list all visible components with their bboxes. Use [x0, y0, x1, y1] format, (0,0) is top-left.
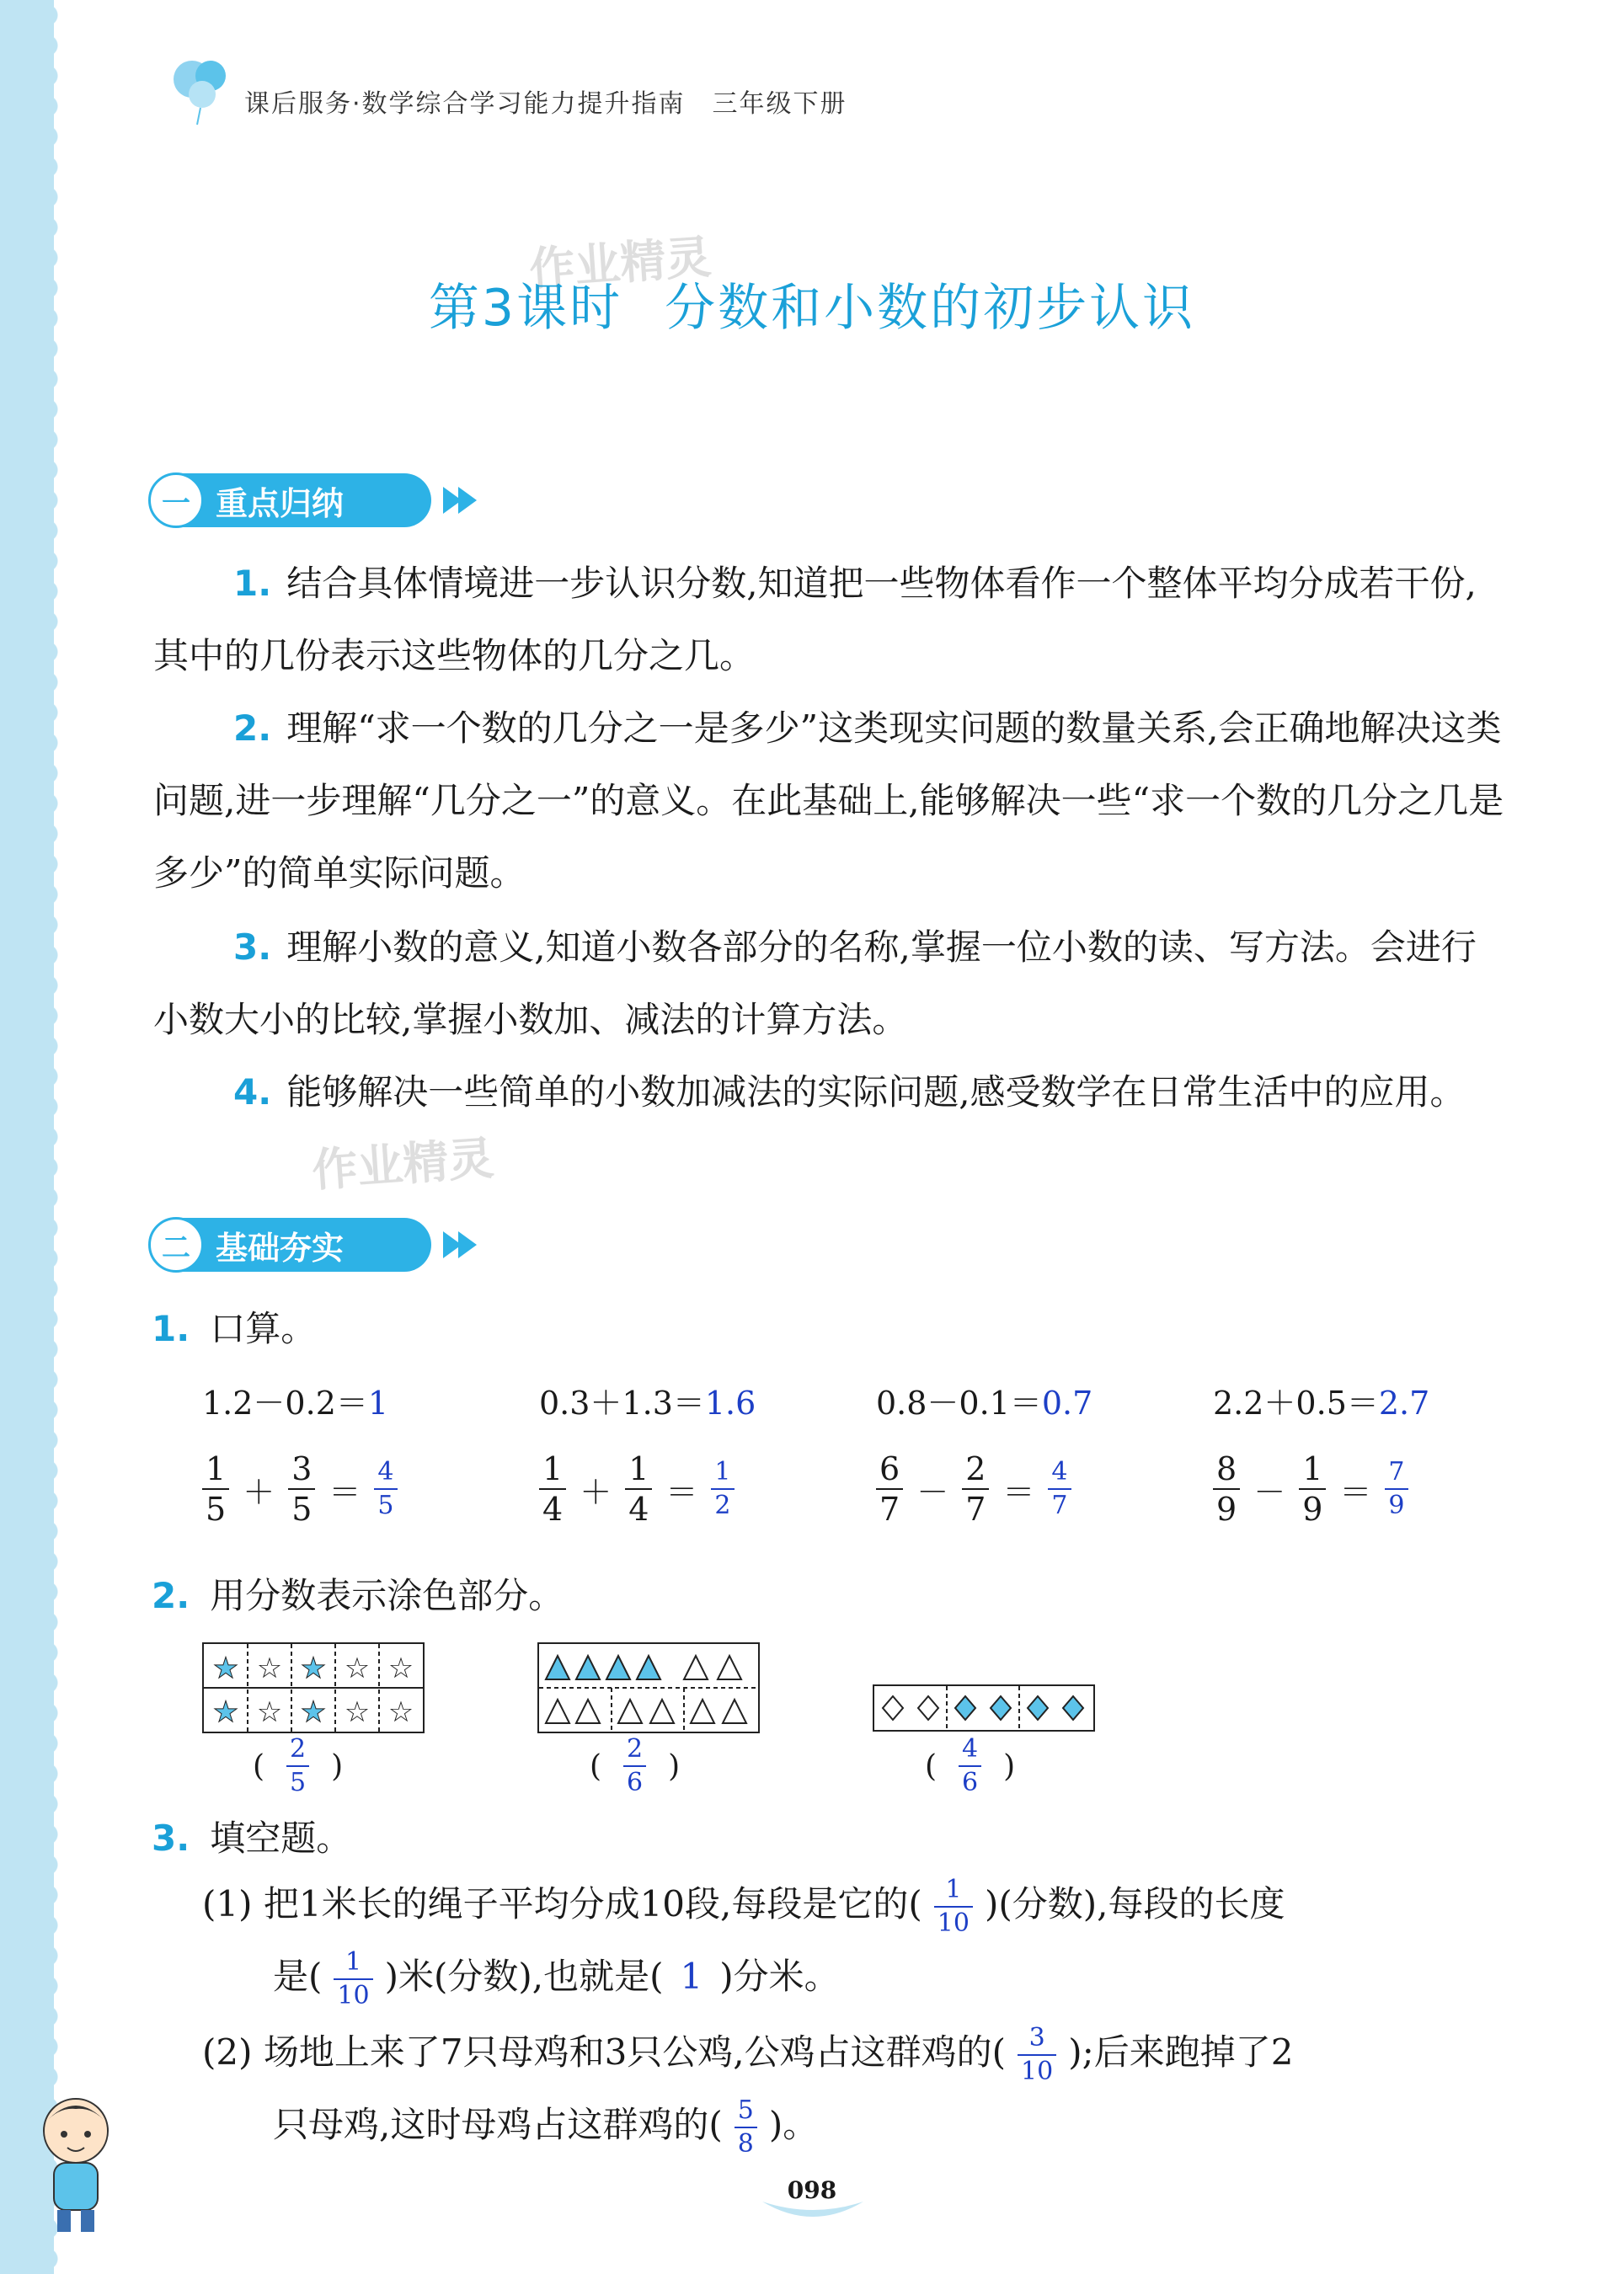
star-outline-icon: ☆	[256, 1652, 283, 1685]
answer: 1.6	[704, 1385, 756, 1422]
section-number: 一	[148, 472, 204, 528]
star-filled-icon: ★	[300, 1695, 327, 1729]
answer: 1	[367, 1385, 389, 1422]
answer: $\frac{1}{10}$	[934, 1877, 973, 1936]
section-label: 基础夯实	[216, 1229, 345, 1267]
key-point-1: 1. 结合具体情境进一步认识分数,知道把一些物体看作一个整体平均分成若干份,其中的几份表示这些物体的几分之几。	[153, 563, 1477, 676]
star-filled-icon: ★	[212, 1695, 239, 1729]
section-label: 重点归纳	[216, 484, 345, 522]
question-3-heading: 3. 填空题。	[152, 1818, 352, 1859]
answer: $\frac{2}{6}$	[623, 1737, 646, 1796]
key-point-4: 4. 能够解决一些简单的小数加减法的实际问题,感受数学在日常生活中的应用。	[233, 1071, 1466, 1113]
page-number: 098	[787, 2176, 837, 2204]
fill-blank-1: (1) 把1米长的绳子平均分成10段,每段是它的( $\frac{1}{10}$ )(分数),每段的长度 是( $\frac{1}{10}$ )米(分数),也就是( 1 )分米。	[202, 1875, 1285, 2010]
answer: 1	[680, 1956, 703, 1997]
answer: $\frac{1}{10}$	[334, 1950, 372, 2009]
star-outline-icon: ☆	[387, 1652, 414, 1685]
star-filled-icon: ★	[300, 1652, 327, 1685]
answer: $\frac{1}{2}$	[711, 1460, 734, 1519]
answer-blank: ( $\frac{2}{6}$ )	[590, 1734, 681, 1797]
answer-blank: ( $\frac{2}{5}$ )	[253, 1734, 344, 1797]
decimal-calc: 2.2＋0.5＝2.7	[1213, 1385, 1430, 1422]
answer: $\frac{3}{10}$	[1018, 2026, 1056, 2084]
stars-figure	[202, 1642, 425, 1733]
section-number: 二	[148, 1217, 204, 1273]
page-title	[0, 268, 1624, 340]
decimal-calc: 0.8－0.1＝0.7	[876, 1385, 1093, 1422]
answer: $\frac{4}{5}$	[374, 1460, 397, 1519]
section-heading-key-points	[152, 473, 431, 527]
arrow-icon	[458, 487, 477, 514]
fill-blank-2: (2) 场地上来了7只母鸡和3只公鸡,公鸡占这群鸡的( $\frac{3}{10}$ );后来跑掉了2 只母鸡,这时母鸡占这群鸡的( $\frac{5}{8}$ )。	[202, 2023, 1294, 2159]
balloon-icon	[167, 52, 234, 128]
answer-blank: ( $\frac{4}{6}$ )	[925, 1734, 1016, 1797]
answer: $\frac{4}{7}$	[1048, 1460, 1071, 1519]
lesson-topic: 分数和小数的初步认识	[665, 279, 1196, 338]
leaf-decor-icon	[762, 2198, 863, 2223]
cartoon-kid-icon	[25, 2089, 126, 2240]
left-decor-wave	[47, 0, 62, 2274]
answer: 0.7	[1041, 1385, 1093, 1422]
fraction-calc: $\frac{8}{9}$ － $\frac{1}{9}$ ＝ $\frac{7}{9}$	[1213, 1453, 1408, 1525]
section-heading-basics	[152, 1218, 431, 1272]
question-2-heading: 2. 用分数表示涂色部分。	[152, 1575, 564, 1616]
fraction-calc: $\frac{1}{4}$ ＋ $\frac{1}{4}$ ＝ $\frac{1}{2}$	[539, 1453, 735, 1525]
arrow-icon	[458, 1231, 477, 1258]
decimal-calc: 1.2－0.2＝1	[202, 1385, 389, 1422]
answer: 2.7	[1378, 1385, 1430, 1422]
answer: $\frac{7}{9}$	[1385, 1460, 1408, 1519]
answer: $\frac{4}{6}$	[959, 1737, 981, 1796]
star-outline-icon: ☆	[256, 1695, 283, 1729]
star-outline-icon: ☆	[344, 1652, 371, 1685]
left-decor-strip	[0, 0, 54, 2274]
key-point-2: 2. 理解“求一个数的几分之一是多少”这类现实问题的数量关系,会正确地解决这类问题,进一步理解“几分之一”的意义。在此基础上,能够解决一些“求一个数的几分之几是多少”的简单实际问题。	[153, 707, 1504, 894]
question-1-heading: 1. 口算。	[152, 1308, 317, 1349]
running-header: 课后服务·数学综合学习能力提升指南 三年级下册	[244, 89, 847, 119]
decimal-calc: 0.3＋1.3＝1.6	[539, 1385, 756, 1422]
star-outline-icon: ☆	[387, 1695, 414, 1729]
answer: $\frac{2}{5}$	[286, 1737, 309, 1796]
lesson-number: 第3课时	[428, 279, 623, 338]
diamonds-figure	[873, 1684, 1095, 1732]
fraction-calc: $\frac{6}{7}$ － $\frac{2}{7}$ ＝ $\frac{4}{7}$	[876, 1453, 1071, 1525]
watermark: 作业精灵	[527, 230, 713, 296]
triangles-figure	[537, 1642, 760, 1733]
star-outline-icon: ☆	[344, 1695, 371, 1729]
watermark: 作业精灵	[310, 1131, 496, 1198]
answer: $\frac{5}{8}$	[735, 2098, 757, 2157]
star-filled-icon: ★	[212, 1652, 239, 1685]
fraction-calc: $\frac{1}{5}$ ＋ $\frac{3}{5}$ ＝ $\frac{4}{5}$	[202, 1453, 398, 1525]
key-point-3: 3. 理解小数的意义,知道小数各部分的名称,掌握一位小数的读、写方法。会进行小数大小的比较,掌握小数加、减法的计算方法。	[153, 926, 1477, 1040]
